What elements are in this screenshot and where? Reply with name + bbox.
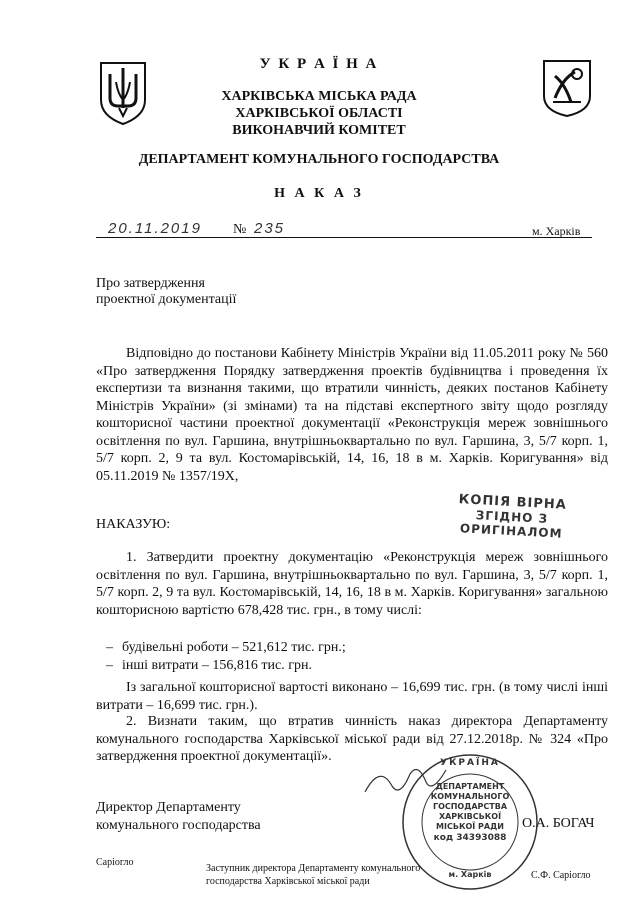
subject-line-2: проектної документації <box>96 292 237 307</box>
council-line-2: ХАРКІВСЬКОЇ ОБЛАСТІ <box>235 106 403 121</box>
number-sign: № <box>233 222 247 237</box>
subject-line-1: Про затвердження <box>96 276 205 291</box>
footer-deputy-line-2: господарства Харківської міської ради <box>206 876 370 887</box>
city-label: м. Харків <box>532 224 581 238</box>
footer-right-name: С.Ф. Саріогло <box>531 870 591 881</box>
document-type: Н А К А З <box>274 186 364 201</box>
footer-left-name: Саріогло <box>96 857 134 868</box>
round-stamp-top: УКРАЇНА <box>440 758 500 768</box>
copy-stamp <box>451 492 573 541</box>
completed-amount: Із загальної кошторисної вартості виконано – 16,699 тис. грн. (в тому числі інші витрати – 16,699 тис. грн.). <box>96 680 608 713</box>
date-number-underline <box>96 237 592 238</box>
copy-stamp-line-1: КОПІЯ ВІРНА <box>458 492 568 513</box>
order-word: НАКАЗУЮ: <box>96 517 171 532</box>
department-title: ДЕПАРТАМЕНТ КОМУНАЛЬНОГО ГОСПОДАРСТВА <box>138 152 500 167</box>
bullet-dash-2: – <box>106 658 113 673</box>
round-stamp-line-3: ГОСПОДАРСТВА <box>432 802 508 811</box>
signatory-title-line-2: комунального господарства <box>96 818 261 833</box>
round-stamp-line-2: КОМУНАЛЬНОГО <box>430 792 510 801</box>
bullet-construction: будівельні роботи – 521,612 тис. грн.; <box>122 640 346 655</box>
bullet-other: інші витрати – 156,816 тис. грн. <box>122 658 312 673</box>
signatory-title-line-1: Директор Департаменту <box>96 800 241 815</box>
round-stamp-line-1: ДЕПАРТАМЕНТ <box>435 782 505 791</box>
bullet-dash-1: – <box>106 640 113 655</box>
order-item-2: 2. Визнати таким, що втратив чинність наказ директора Департаменту комунального господарства Харківської міської ради від 27.12.2018р. № 324 «Про затвердження проектної документації». <box>96 714 608 764</box>
copy-stamp-line-3: ОРИГІНАЛОМ <box>459 521 563 541</box>
round-stamp-bottom: м. Харків <box>448 870 492 879</box>
round-stamp-line-5: МІСЬКОЇ РАДИ <box>436 822 504 831</box>
council-line-1: ХАРКІВСЬКА МІСЬКА РАДА <box>221 89 417 104</box>
order-item-1: 1. Затвердити проектну документацію «Реконструкція мереж зовнішнього освітлення по вул. Гаршина, внутрішньоквартально по вул. Гаршина, 3, 5/7 корп. 1, 5/7 корп. 2, 9 та вул. Костомарівській, 14, 16, 18 в м. Харків. Коригування» загальною кошторисною вартістю 678,428 тис. грн., в тому числі: <box>96 550 608 618</box>
round-stamp-line-4: ХАРКІВСЬКОЇ <box>438 812 502 821</box>
preamble-paragraph: Відповідно до постанови Кабінету Міністрів України від 11.05.2011 року № 560 «Про затвердження Порядку затвердження проектів будівництва і проведення їх експертизи та визнання такими, що втратили чинність, деяких постанов Кабінету Міністрів України» (зі змінами) та на підставі експертного звіту щодо розгляду кошторисної частини проектної документації «Реконструкція мереж зовнішнього освітлення по вул. Гаршина, внутрішньоквартально по вул. Гаршина, 3, 5/7 корп. 1, 5/7 корп. 2, 9 та вул. Костомарівській, 14, 16, 18 в м. Харків. Коригування» від 05.11.2019 № 1357/19Х, <box>96 346 608 484</box>
council-line-3: ВИКОНАВЧИЙ КОМІТЕТ <box>232 123 406 138</box>
signatory-name: О.А. БОГАЧ <box>522 816 595 831</box>
order-number: 235 <box>254 220 286 237</box>
round-stamp-code: код 34393088 <box>433 833 507 843</box>
copy-stamp-line-2: ЗГІДНО З <box>475 508 549 526</box>
round-stamp <box>400 752 540 892</box>
country-title: У К Р А Ї Н А <box>259 56 379 72</box>
footer-deputy-line-1: Заступник директора Департаменту комунального <box>206 863 421 874</box>
order-date: 20.11.2019 <box>108 220 202 237</box>
